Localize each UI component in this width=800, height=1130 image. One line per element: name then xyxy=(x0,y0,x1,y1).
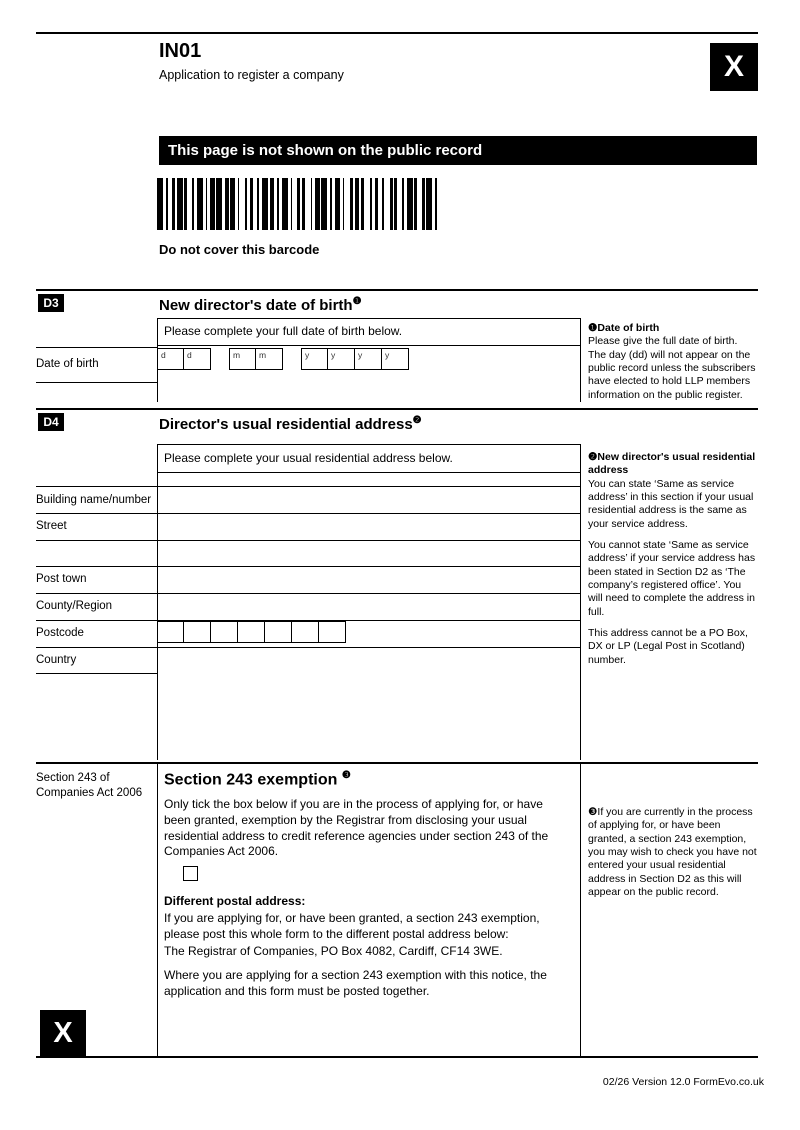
d3-instr-bottom-rule xyxy=(157,345,580,346)
postcode-char-box[interactable] xyxy=(238,621,265,643)
addr-rule-3 xyxy=(36,540,580,541)
s243-title-note: ❸ xyxy=(341,770,351,781)
dob-char-box[interactable]: y xyxy=(382,348,409,370)
form-code: IN01 xyxy=(159,40,202,62)
dob-label-bottom-rule xyxy=(36,382,157,383)
dob-char-box[interactable]: m xyxy=(256,348,283,370)
postcode-char-box[interactable] xyxy=(292,621,319,643)
date-of-birth-label: Date of birth xyxy=(36,358,99,370)
d4-title-note: ❷ xyxy=(412,415,422,426)
addr-rule-4 xyxy=(157,566,580,567)
postcode-label: Postcode xyxy=(36,627,84,639)
d4-instr-top-rule xyxy=(157,444,580,445)
s243-subheading: Different postal address: xyxy=(164,894,306,908)
dob-char-box[interactable]: d xyxy=(157,348,184,370)
dob-group[interactable] xyxy=(157,348,211,370)
d4-instr-bottom-rule xyxy=(157,472,580,473)
d3-top-rule xyxy=(36,289,758,291)
s243-guidance xyxy=(588,806,758,907)
s243-left-label-line1: Section 243 of xyxy=(36,772,110,784)
bottom-rule xyxy=(36,1056,758,1058)
s243-left-divider xyxy=(157,764,158,1056)
postcode-input-boxes[interactable] xyxy=(157,621,346,643)
s243-paragraph-3: Where you are applying for a section 243 exemption with this notice, the application and this form must be posted together. xyxy=(164,968,547,998)
d3-guide-text: Please give the full date of birth. The day (dd) will not appear on the public record unless the subscribers have elected to hold LLP members information on the public register. xyxy=(588,335,756,401)
postcode-char-box[interactable] xyxy=(184,621,211,643)
s243-left-label-line2: Companies Act 2006 xyxy=(36,786,143,799)
addr-rule-5 xyxy=(36,593,580,594)
dob-char-box[interactable]: y xyxy=(328,348,355,370)
d4-right-divider xyxy=(580,444,581,760)
d4-title-text: Director's usual residential address xyxy=(159,416,413,433)
postcode-char-box[interactable] xyxy=(157,621,184,643)
barcode-caption: Do not cover this barcode xyxy=(159,242,320,257)
s243-paragraph-1: Only tick the box below if you are in the process of applying for, or have been granted, exemption by the Registrar from disclosing your usual residential address to credit reference agencies under section 243 of the Companies Act 2006. xyxy=(164,797,549,859)
s243-paragraph-2: If you are applying for, or have been granted, a section 243 exemption, please post this whole form to the different postal address below: xyxy=(164,911,540,941)
d4-guide-p3: This address cannot be a PO Box, DX or LP (Legal Post in Scotland) number. xyxy=(588,626,748,666)
d3-title-text: New director's date of birth xyxy=(159,297,353,314)
dob-group[interactable] xyxy=(229,348,283,370)
public-record-banner: This page is not shown on the public record xyxy=(159,136,757,165)
s243-top-rule xyxy=(36,762,758,764)
d4-guidance xyxy=(588,451,758,675)
s243-guide-text: If you are currently in the process of applying for, or have been granted, a section 243 exemption, you may wish to check you have not entered your usual residential address in Section D2 as this will appear on the public record. xyxy=(588,806,757,898)
county-region-label: County/Region xyxy=(36,600,113,612)
dob-group[interactable] xyxy=(301,348,409,370)
form-subtitle: Application to register a company xyxy=(159,68,344,82)
dob-char-box[interactable]: y xyxy=(301,348,328,370)
header-rule xyxy=(36,32,758,34)
d3-guidance xyxy=(588,322,758,410)
d3-guide-title: Date of birth xyxy=(597,322,660,334)
s243-left-label xyxy=(36,771,151,801)
s243-right-divider xyxy=(580,764,581,1056)
d4-guide-marker: ❷ xyxy=(588,451,598,463)
d3-right-divider xyxy=(580,318,581,402)
addr-rule-2 xyxy=(36,513,580,514)
street-label: Street xyxy=(36,520,67,532)
d4-guide-p1: You can state ‘Same as service address’ in this section if your usual residential address is the same as your service address. xyxy=(588,477,754,530)
top-corner-mark: X xyxy=(710,43,758,91)
postcode-char-box[interactable] xyxy=(265,621,292,643)
s243-guide-marker: ❸ xyxy=(588,806,598,818)
d3-title xyxy=(159,296,362,314)
addr-rule-7 xyxy=(36,647,580,648)
post-town-label: Post town xyxy=(36,573,87,585)
d4-top-rule xyxy=(36,408,758,410)
addr-rule-4-left xyxy=(36,566,157,567)
addr-rule-1 xyxy=(36,486,580,487)
section-tag-d4: D4 xyxy=(38,413,64,431)
s243-title-text: Section 243 exemption xyxy=(164,771,338,789)
footer-text: 02/26 Version 12.0 FormEvo.co.uk xyxy=(602,1076,764,1088)
s243-postal-address: The Registrar of Companies, PO Box 4082, Cardiff, CF14 3WE. xyxy=(164,944,503,958)
d4-title xyxy=(159,415,422,433)
d3-instruction: Please complete your full date of birth below. xyxy=(164,324,403,338)
postcode-char-box[interactable] xyxy=(211,621,238,643)
s243-title xyxy=(164,770,351,789)
d4-guide-p2: You cannot state ‘Same as service address’ if your service address has been stated in Section D2 as ‘The company’s registered office’. You will need to complete the address in full. xyxy=(588,538,756,618)
date-of-birth-input-boxes[interactable] xyxy=(157,348,427,370)
addr-rule-8 xyxy=(36,673,157,674)
postcode-char-box[interactable] xyxy=(319,621,346,643)
barcode xyxy=(157,178,440,230)
d4-left-divider xyxy=(157,444,158,760)
bottom-corner-mark: X xyxy=(40,1010,86,1056)
dob-char-box[interactable]: y xyxy=(355,348,382,370)
d3-guide-marker: ❶ xyxy=(588,322,598,334)
s243-exemption-checkbox[interactable] xyxy=(183,866,198,881)
d4-instruction: Please complete your usual residential address below. xyxy=(164,451,453,465)
d3-instr-top-rule xyxy=(157,318,580,319)
section-tag-d3: D3 xyxy=(38,294,64,312)
dob-label-top-rule xyxy=(36,347,157,348)
dob-char-box[interactable]: d xyxy=(184,348,211,370)
dob-char-box[interactable]: m xyxy=(229,348,256,370)
building-name-number-label: Building name/number xyxy=(36,494,152,506)
d4-guide-title: New director's usual residential address xyxy=(588,451,756,477)
d3-title-note: ❶ xyxy=(352,296,362,307)
country-label: Country xyxy=(36,654,77,666)
